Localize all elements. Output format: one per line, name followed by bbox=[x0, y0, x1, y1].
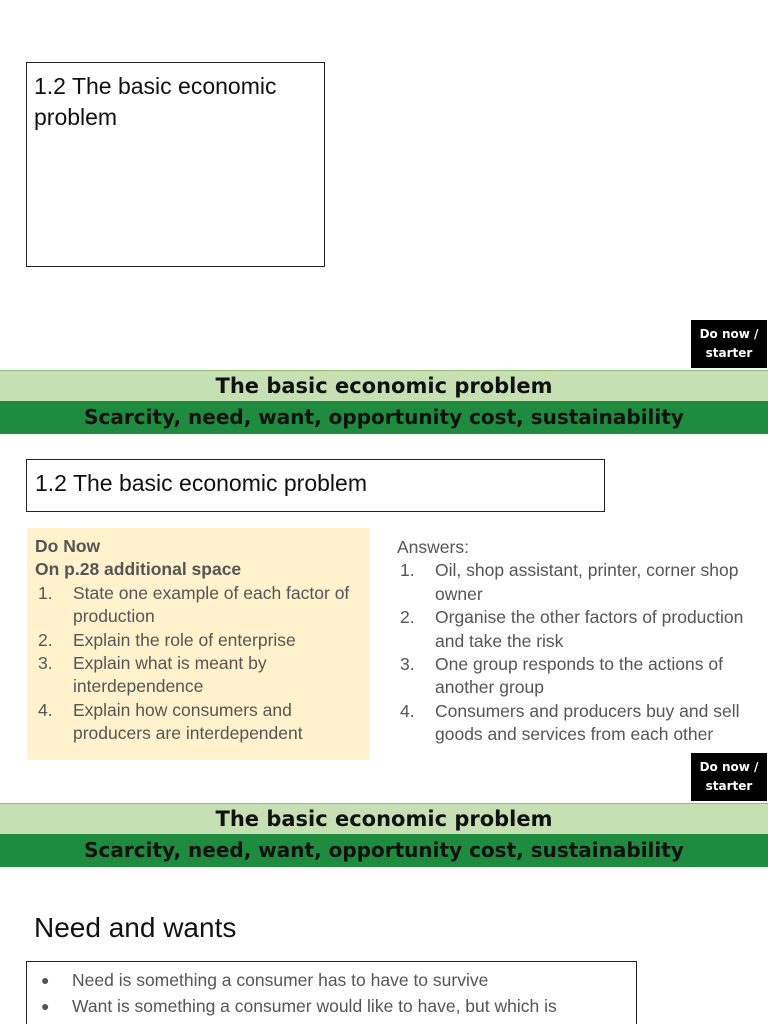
badge-line1: Do now / bbox=[699, 760, 759, 774]
badge-line2: starter bbox=[705, 779, 753, 793]
list-item-number: 3. bbox=[38, 653, 53, 674]
list-item bbox=[35, 629, 362, 652]
list-item-number: 2. bbox=[38, 629, 53, 650]
list-item-text: Explain the role of enterprise bbox=[73, 629, 296, 650]
topic-subtitle-band bbox=[0, 401, 768, 434]
list-item-number: 1. bbox=[38, 582, 53, 603]
answers-heading: Answers: bbox=[397, 537, 469, 557]
bullet-icon: ● bbox=[41, 998, 50, 1014]
badge-line2: starter bbox=[705, 346, 753, 360]
list-item-text: Oil, shop assistant, printer, corner shop owner bbox=[435, 560, 739, 604]
list-item-text: State one example of each factor of production bbox=[73, 582, 350, 627]
list-item bbox=[37, 993, 626, 1019]
slide1-title-box bbox=[26, 62, 325, 267]
list-item bbox=[397, 653, 757, 700]
list-item-number: 1. bbox=[400, 560, 415, 581]
list-item bbox=[397, 606, 757, 653]
topic-title-band bbox=[0, 370, 768, 401]
do-now-list bbox=[35, 582, 362, 746]
list-item-number: 4. bbox=[38, 699, 53, 720]
slide3-title: Need and wants bbox=[34, 912, 237, 943]
list-item bbox=[37, 967, 626, 993]
topic-title: The basic economic problem bbox=[215, 374, 553, 398]
bullet-icon: ● bbox=[41, 972, 50, 988]
list-item bbox=[35, 582, 362, 629]
topic-title: The basic economic problem bbox=[215, 807, 553, 831]
topic-title-band bbox=[0, 803, 768, 834]
topic-subtitle: Scarcity, need, want, opportunity cost, sustainability bbox=[84, 838, 684, 862]
list-item-number: 4. bbox=[400, 700, 415, 721]
definitions-box bbox=[26, 961, 637, 1024]
list-item-text: Explain what is meant by interdependence bbox=[73, 653, 267, 697]
list-item-text: Need is something a consumer has to have to survive bbox=[72, 970, 489, 990]
list-item-text: Consumers and producers buy and sell goods and services from each other bbox=[435, 700, 740, 745]
topic-subtitle-band bbox=[0, 834, 768, 867]
list-item-text: One group responds to the actions of another group bbox=[435, 654, 723, 698]
do-now-starter-badge bbox=[691, 753, 767, 801]
do-now-subheading: On p.28 additional space bbox=[35, 559, 242, 580]
answers-list bbox=[397, 559, 757, 746]
list-item-number: 2. bbox=[400, 607, 415, 628]
slide2-title: 1.2 The basic economic problem bbox=[35, 470, 367, 496]
list-item-number: 3. bbox=[400, 654, 415, 675]
list-item-text: Want is something a consumer would like to have, but which is bbox=[72, 996, 557, 1016]
slide2-title-box bbox=[26, 459, 605, 512]
list-item-text: Organise the other factors of production and take the risk bbox=[435, 607, 744, 651]
do-now-starter-badge bbox=[691, 320, 767, 368]
list-item bbox=[397, 559, 757, 606]
list-item bbox=[397, 700, 757, 747]
slide1-title: 1.2 The basic economic problem bbox=[34, 73, 277, 130]
do-now-heading: Do Now bbox=[35, 536, 101, 556]
badge-line1: Do now / bbox=[699, 327, 759, 341]
list-item bbox=[35, 652, 362, 699]
list-item-text: Explain how consumers and producers are interdependent bbox=[73, 699, 303, 744]
do-now-box bbox=[27, 528, 370, 760]
answers-section bbox=[397, 536, 757, 747]
topic-subtitle: Scarcity, need, want, opportunity cost, sustainability bbox=[84, 405, 684, 429]
list-item bbox=[35, 699, 362, 746]
definitions-list bbox=[37, 967, 626, 1019]
